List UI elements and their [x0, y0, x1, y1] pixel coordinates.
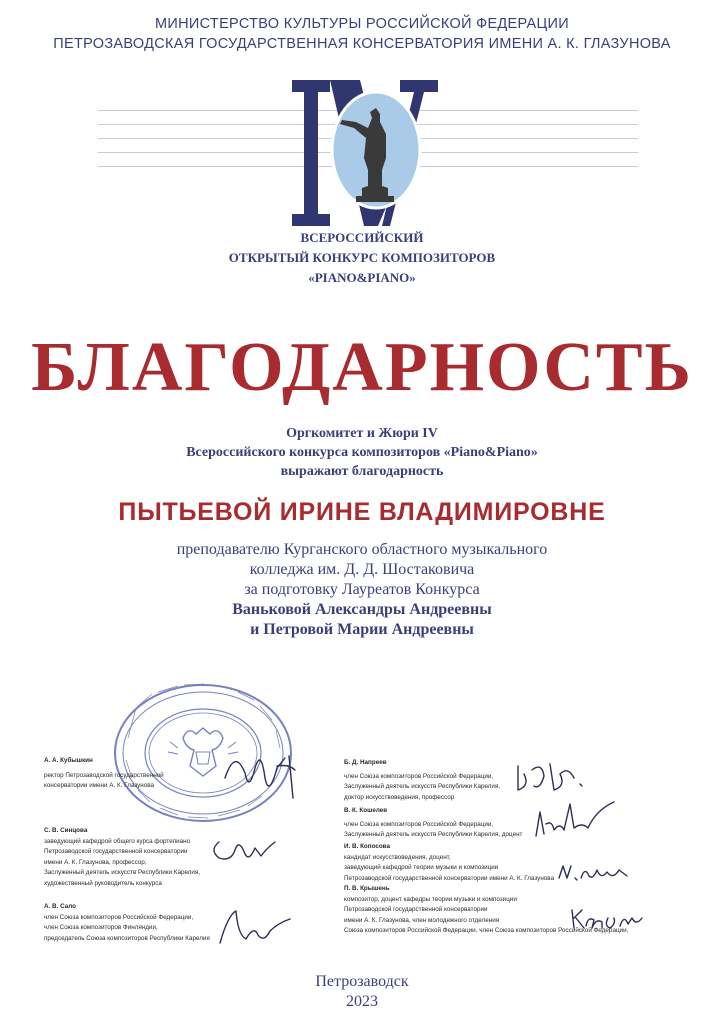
signatory-title-line: член Союза композиторов Российской Федерации,: [344, 772, 494, 780]
signatory-title-line: член Союза композиторов Финляндии,: [44, 924, 158, 931]
signatory-title-line: Петрозаводской государственной консерватории: [44, 848, 188, 855]
laureate-name-2: и Петровой Марии Андреевны: [250, 621, 474, 638]
description-line-3: за подготовку Лауреатов Конкурса: [244, 581, 480, 598]
signature-koposova: [555, 858, 635, 888]
organizers-line-1: Оргкомитет и Жюри IV: [286, 426, 438, 441]
signature-sintsova: [205, 828, 285, 868]
description-line-1: преподавателю Курганского областного музыкального: [176, 541, 548, 558]
signature-kryshen: [568, 904, 648, 934]
organizers-line-2: Всероссийского конкурса композиторов «Piano&Piano»: [186, 445, 538, 460]
footer-year: 2023: [346, 993, 378, 1010]
signatory-title-line: Заслуженный деятель искусств Республики Карелия, доцент: [344, 831, 523, 838]
signatory-title-line: член Союза композиторов Российской Федерации,: [344, 820, 494, 828]
signatory-name: П. В. Крышень: [344, 885, 390, 892]
signature-koshelev: [530, 794, 620, 844]
header: [0, 14, 724, 54]
footer-city: Петрозаводск: [315, 973, 409, 990]
signatory-title-line: председатель Союза композиторов Республики Карелия: [44, 934, 210, 942]
recipient-description: [0, 540, 724, 640]
contest-line-2: ОТКРЫТЫЙ КОНКУРС КОМПОЗИТОРОВ: [228, 250, 496, 265]
description-line-2: колледжа им. Д. Д. Шостаковича: [249, 561, 475, 578]
signatory-kubyshkin: [44, 756, 224, 792]
signatory-title-line: Союза композиторов Российской Федерации, член Союза композиторов Российской Федерации,: [344, 927, 629, 934]
recipient-name: ПЫТЬЕВОЙ ИРИНЕ ВЛАДИМИРОВНЕ: [118, 498, 606, 526]
signatory-title-line: имени А. К. Глазунова, член молодежного отделения: [344, 916, 500, 924]
contest-name: [0, 228, 724, 288]
ministry-name: МИНИСТЕРСТВО КУЛЬТУРЫ РОССИЙСКОЙ ФЕДЕРАЦИИ: [155, 16, 569, 32]
signatory-name: А. В. Сало: [44, 903, 76, 910]
contest-emblem-logo: [290, 78, 440, 228]
signatory-title-line: композитор, доцент кафедры теории музыки и композиции: [344, 895, 517, 903]
signatory-title-line: Заслуженный деятель искусств Республики Карелия,: [44, 869, 201, 876]
signatory-title-line: заведующий кафедрой теории музыки и композиции: [344, 864, 499, 871]
signatory-title-line: заведующий кафедрой общего курса фортепиано: [44, 837, 191, 845]
signatory-title-line: кандидат искусствоведения, доцент,: [344, 853, 451, 861]
footer: [0, 972, 724, 1012]
signatory-title-line: член Союза композиторов Российской Федерации,: [44, 913, 194, 921]
signatory-title-line: художественный руководитель конкурса: [44, 879, 162, 887]
signatory-name: В. К. Кошелев: [344, 807, 388, 814]
signatory-title-line: Петрозаводской государственной консерватории: [344, 906, 488, 913]
laureate-name-1: Ваньковой Александры Андреевны: [232, 601, 492, 618]
signature-kubyshkin: [215, 738, 305, 808]
signatory-title-line: доктор искусствоведения, профессор: [344, 793, 455, 801]
signature-salo: [210, 905, 300, 950]
conservatory-name: ПЕТРОЗАВОДСКАЯ ГОСУДАРСТВЕННАЯ КОНСЕРВАТОРИЯ ИМЕНИ А. К. ГЛАЗУНОВА: [53, 36, 671, 52]
signature-napreev: [510, 756, 590, 796]
organizers-line-3: выражают благодарность: [280, 464, 444, 479]
signatory-title-line: Заслуженный деятель искусств Республики Карелия,: [344, 783, 501, 790]
signatory-title-line: Петрозаводской государственной консерватории имени А. К. Глазунова: [344, 874, 555, 882]
signatory-title-line: имени А. К. Глазунова, профессор,: [44, 858, 147, 866]
signatory-name: И. В. Копосова: [344, 843, 390, 850]
contest-line-3: «PIANO&PIANO»: [308, 270, 416, 285]
organizers-text: [0, 424, 724, 481]
signatory-name: Б. Д. Напреев: [344, 759, 387, 766]
certificate-title: БЛАГОДАРНОСТЬ: [31, 329, 693, 406]
signatory-name: С. В. Синцова: [44, 827, 88, 834]
contest-line-1: ВСЕРОССИЙСКИЙ: [300, 230, 424, 245]
signatory-title-line: ректор Петрозаводской государственной: [44, 771, 164, 779]
signatory-name: А. А. Кубышкин: [44, 757, 93, 764]
signatory-title-line: консерватории имени А. К. Глазунова: [44, 782, 155, 789]
